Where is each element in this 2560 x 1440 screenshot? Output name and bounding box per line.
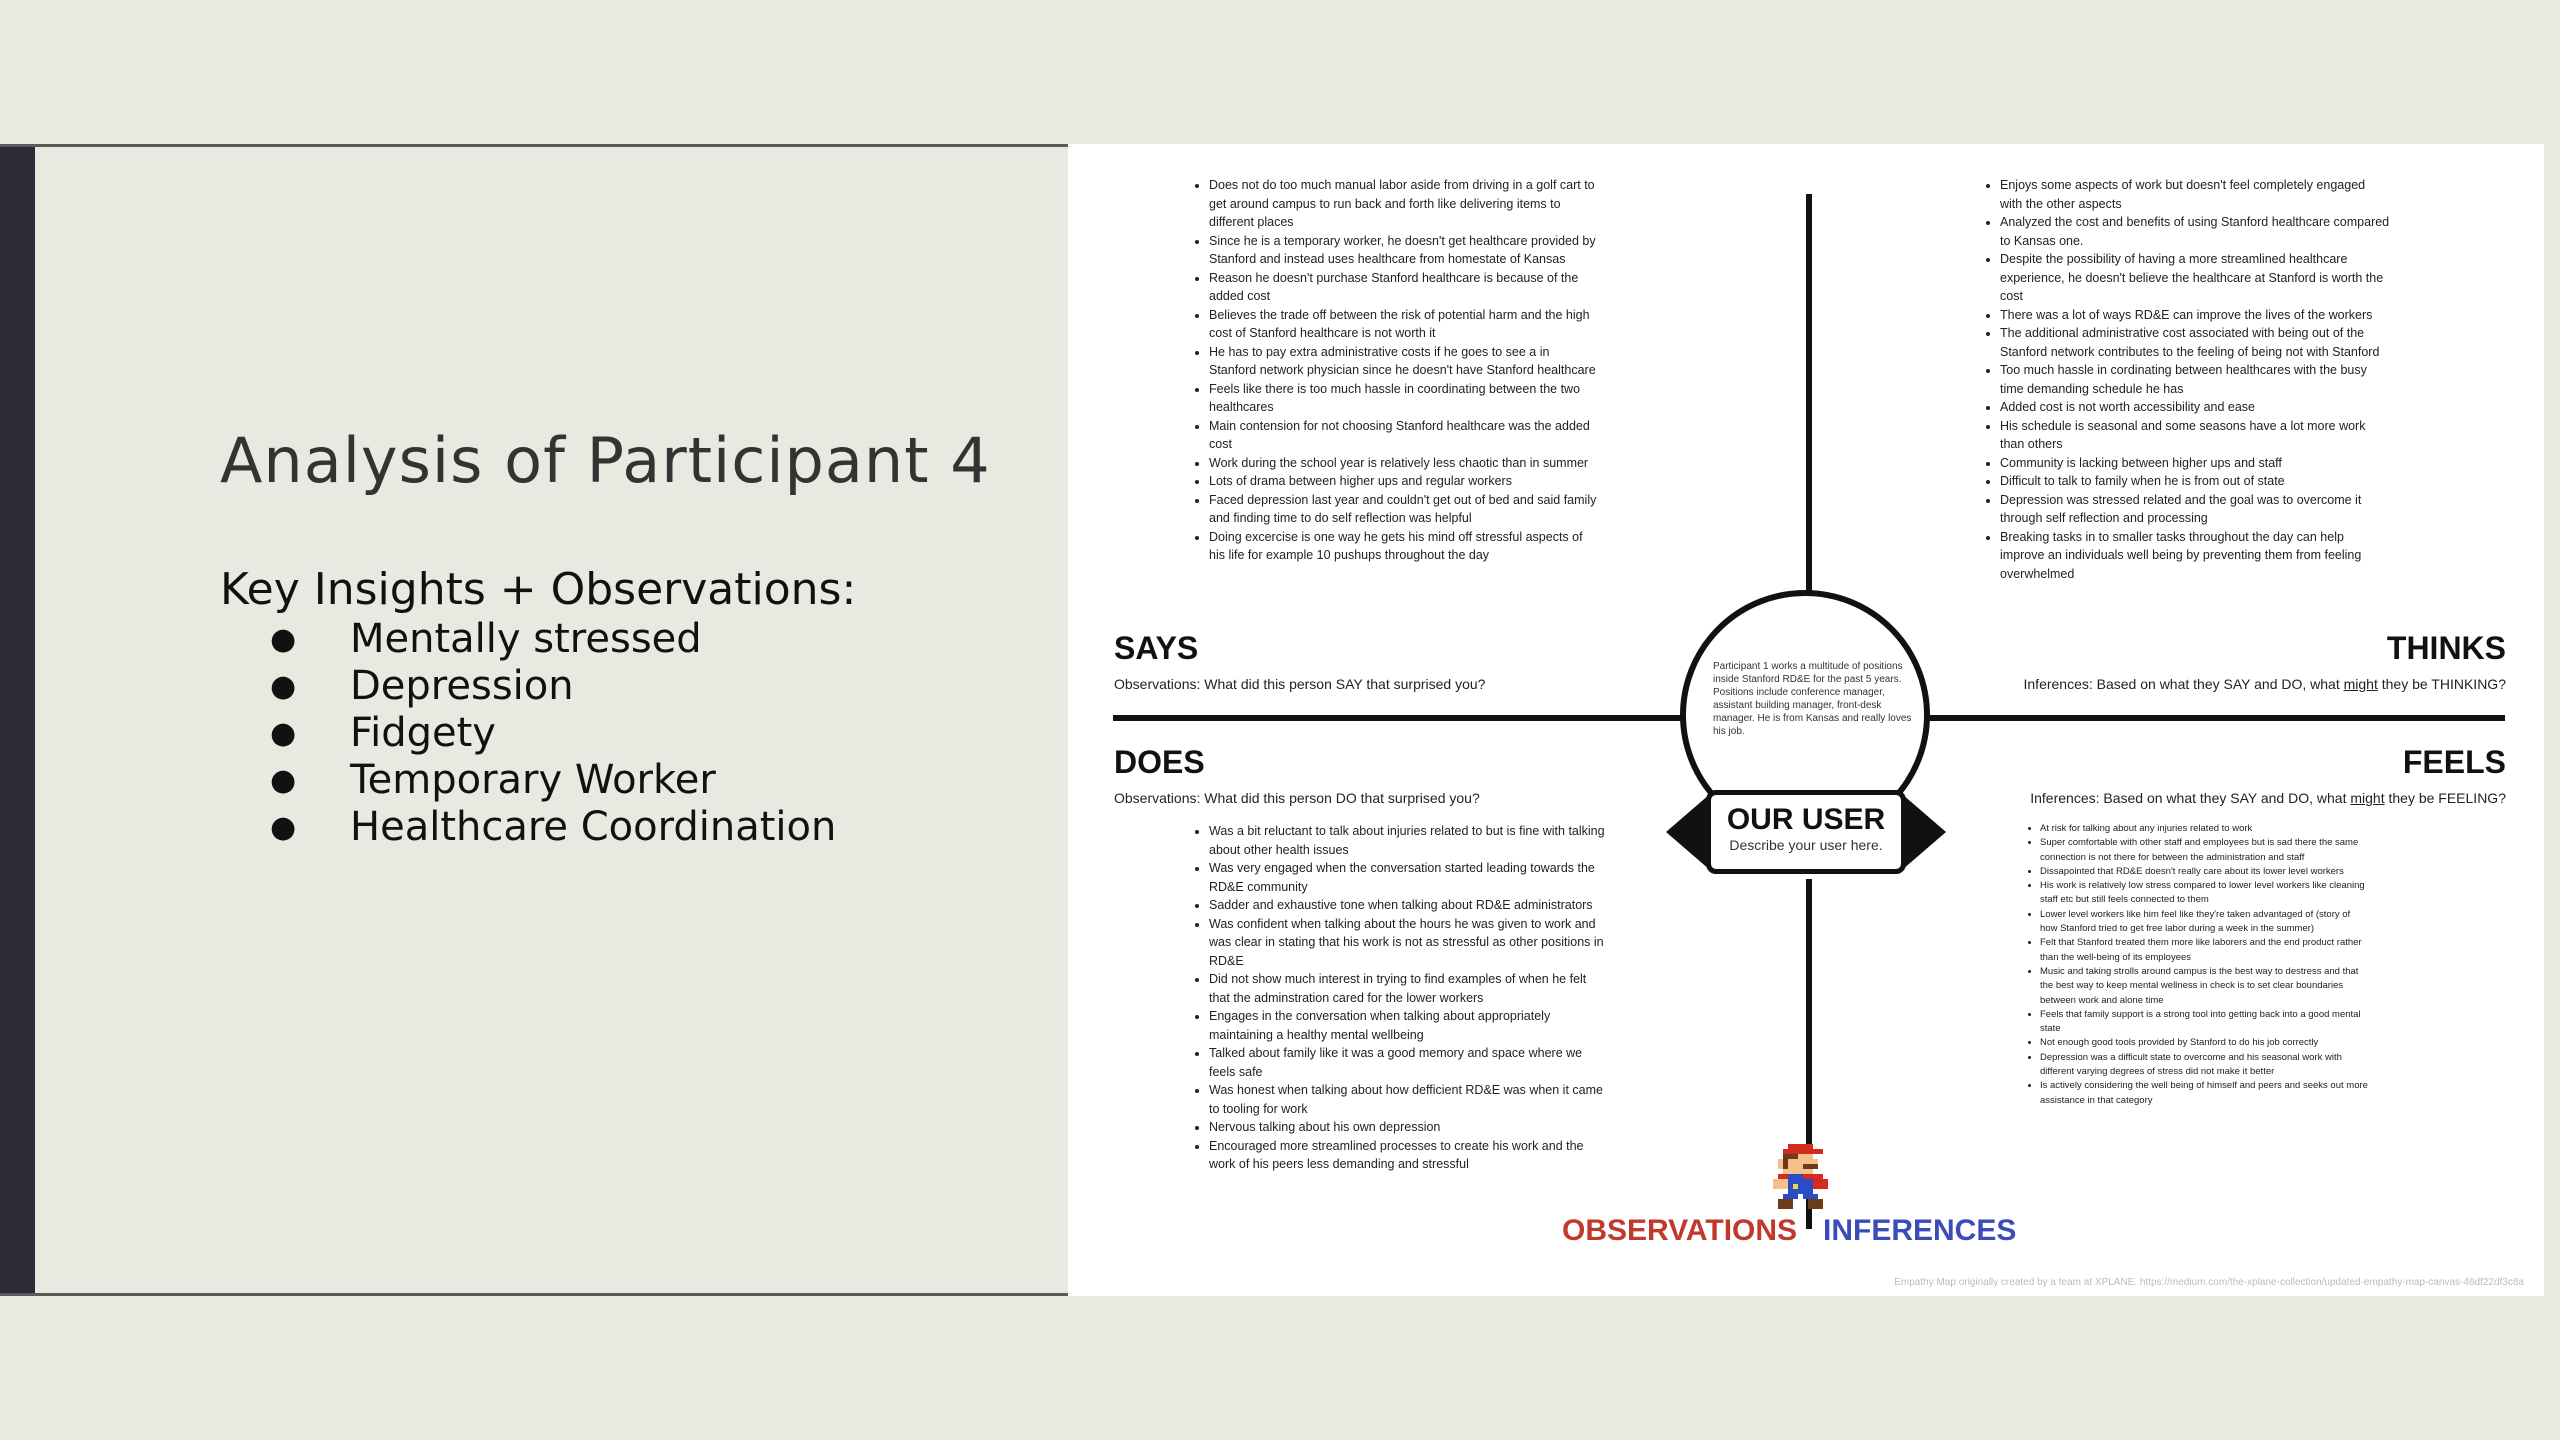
says-notes: • Does not do too much manual labor aside from driving in a golf cart to get around campus to run back and forth like delivering items to different places • Since he is a temporary worker, he doesn't get healthcare provided by Stanford and instead uses healthcare from homestate of Kansas • Reason he doesn't purchase Stanford healthcare is because of the added cost • Believes the trade off between the risk of potential harm and the high cost of Stanford healthcare is not worth it • He has to pay extra administrative costs if he goes to see a in Stanford network physician since he doesn't have Stanford healthcare • Feels like there is too much hassle in coordinating between the two healthcares • Main contension for not choosing Stanford healthcare was the added cost • Work during the school year is relatively less chaotic than in summer • Lots of drama between higher ups and regular workers • Faced depression last year and couldn't get out of bed and said family and finding time to do self reflection was helpful • Doing excercise is one way he gets his mind off stressful aspects of his life for example 10 pushups throughout the day [1195,176,1599,565]
slide-title: Analysis of Participant 4 [220,424,991,497]
feels-label: FEELS [2402,744,2506,780]
inferences-label: INFERENCES [1823,1214,2017,1247]
empathy-map-image [1068,144,2544,1296]
our-user-subtitle: Describe your user here. [1729,837,1883,853]
insight-item: ● Temporary Worker [270,757,716,803]
our-user-banner [1706,790,1906,874]
slide-left-bar [0,144,35,1296]
map-axis-vertical-top [1806,194,1812,594]
insights-heading: Key Insights + Observations: [220,564,857,615]
says-label: SAYS [1114,630,1199,666]
bullet-icon: ● [270,810,297,845]
slide [0,144,2560,1296]
thinks-prompt: Inferences: Based on what they SAY and DO, what might they be THINKING? [2023,676,2506,692]
bullet-icon: ● [270,763,297,798]
bullet-icon: ● [270,669,297,704]
insight-item: ● Healthcare Coordination [270,804,837,850]
bullet-icon: ● [270,622,297,657]
insight-item: ● Depression [270,663,574,709]
feels-prompt: Inferences: Based on what they SAY and DO, what might they be FEELING? [2030,790,2506,806]
slide-top-border [0,144,1070,147]
our-user-title: OUR USER [1726,803,1886,836]
insight-item: ● Fidgety [270,710,496,756]
map-axis-horizontal-left [1113,715,1683,721]
thinks-label: THINKS [2386,630,2506,666]
does-label: DOES [1114,744,1205,780]
does-notes: • Was a bit reluctant to talk about injuries related to but is fine with talking about other health issues • Was very engaged when the conversation started leading towards the RD&E community • Sadder and exhaustive tone when talking about RD&E administrators • Was confident when talking about the hours he was given to work and was clear in stating that his work is not as stressful as other positions in RD&E • Did not show much interest in trying to find examples of when he felt that the adminstration cared for the lower workers • Engages in the conversation when talking about appropriately maintaining a healthy mental wellbeing • Talked about family like it was a good memory and space where we feels safe • Was honest when talking about how defficient RD&E was when it came to tooling for work • Nervous talking about his own depression • Encouraged more streamlined processes to create his work and the work of his peers less demanding and stressful [1195,822,1609,1174]
insight-item: ● Mentally stressed [270,616,702,662]
observations-label: OBSERVATIONS [1562,1214,1798,1247]
mario-figure-icon [1773,1144,1833,1209]
bullet-icon: ● [270,716,297,751]
thinks-notes: • Enjoys some aspects of work but doesn't feel completely engaged with the other aspects • Analyzed the cost and benefits of using Stanford healthcare compared to Kansas one. • Despite the possibility of having a more streamlined healthcare experience, he doesn't believe the healthcare at Stanford is worth the cost • There was a lot of ways RD&E can improve the lives of the workers • The additional administrative cost associated with being out of the Stanford network contributes to the feeling of being not with Stanford • Too much hassle in cordinating between healthcares with the busy time demanding schedule he has • Added cost is not worth accessibility and ease • His schedule is seasonal and some seasons have a lot more work than others • Community is lacking between higher ups and staff • Difficult to talk to family when he is from out of state • Depression was stressed related and the goal was to overcome it through self reflection and processing • Breaking tasks in to smaller tasks throughout the day can help improve an individuals well being by preventing them from feeling overwhelmed [1986,176,2390,583]
insights-list [270,616,836,851]
map-credit: Empathy Map originally created by a team at XPLANE. https://medium.com/the-xplane-collection/updated-empathy-map-canvas-46df22df3c8a [1894,1277,2524,1288]
does-prompt: Observations: What did this person DO that surprised you? [1114,790,1480,806]
map-axis-horizontal-right [1930,715,2505,721]
banner-ribbon-right [1902,794,1946,870]
banner-ribbon-left [1666,794,1710,870]
feels-notes: • At risk for talking about any injuries related to work • Super comfortable with other staff and employees but is sad there the same connection is not there for between the administration and staff • Dissapointed that RD&E doesn't really care about its lower level workers • His work is relatively low stress compared to lower level workers like cleaning staff etc but still feels connected to them • Lower level workers like him feel like they're taken advantaged of (story of how Stanford tried to get free labor during a week in the summer) • Felt that Stanford treated them more like laborers and the end product rather than the well-being of its employees • Music and taking strolls around campus is the best way to destress and that the best way to keep mental wellness in check is to set clear boundaries between work and alone time • Feels that family support is a strong tool into getting back into a good mental state • Not enough good tools provided by Stanford to do his job correctly • Depression was a difficult state to overcome and his seasonal work with different varying degrees of stress did not make it better • Is actively considering the well being of himself and peers and seeks out more assistance in that category [2026,822,2370,1108]
user-description: Participant 1 works a multitude of positions inside Stanford RD&E for the past 5 years. Positions include conference manager, assistant building manager, front-desk manager. He is from Kansas and really loves his job. [1713,661,1912,737]
slide-bottom-border [0,1293,1070,1296]
says-prompt: Observations: What did this person SAY that surprised you? [1114,676,1486,692]
